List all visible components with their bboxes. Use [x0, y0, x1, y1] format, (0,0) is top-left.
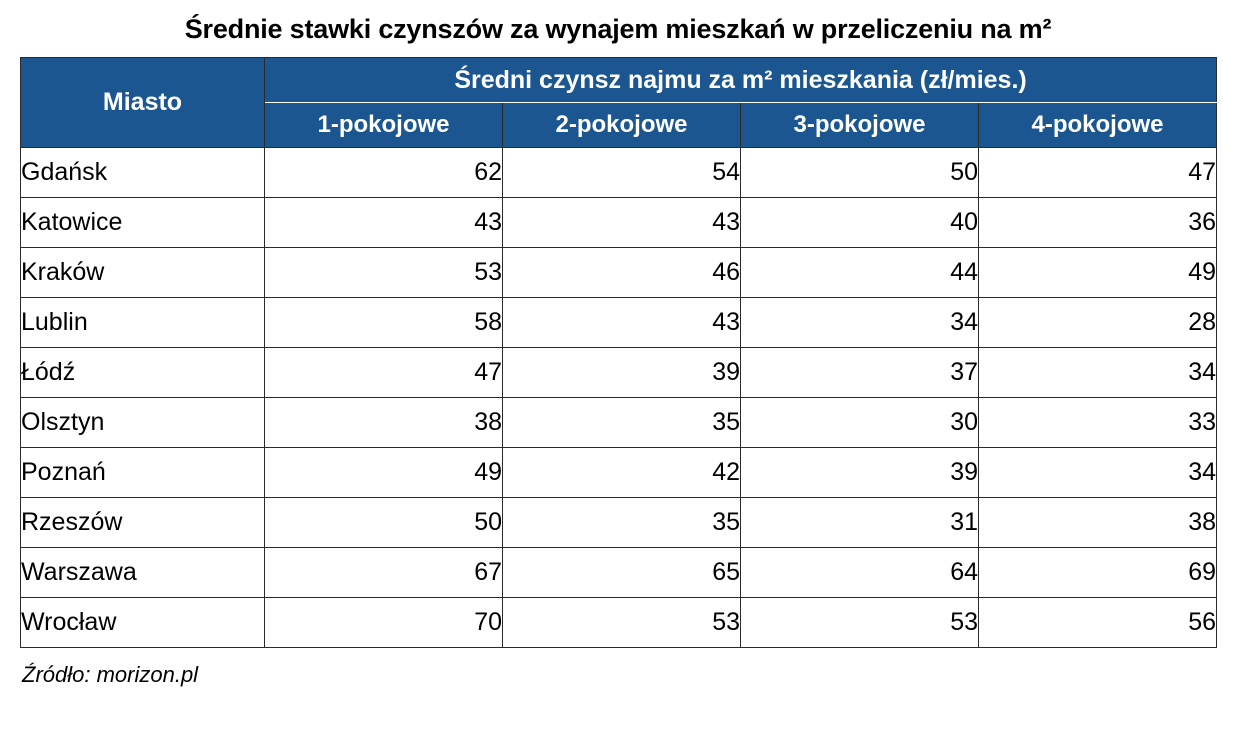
- cell-city: Wrocław: [21, 598, 265, 648]
- cell-3-rooms: 34: [741, 298, 979, 348]
- cell-city: Poznań: [21, 448, 265, 498]
- cell-4-rooms: 38: [979, 498, 1217, 548]
- source-note: Źródło: morizon.pl: [22, 662, 199, 687]
- cell-1-room: 62: [265, 148, 503, 198]
- cell-city: Katowice: [21, 198, 265, 248]
- column-header-2-rooms: 2-pokojowe: [503, 103, 741, 148]
- table-row: [21, 498, 1217, 548]
- cell-city: Kraków: [21, 248, 265, 298]
- column-header-city: Miasto: [21, 58, 265, 148]
- cell-4-rooms: 49: [979, 248, 1217, 298]
- table-row: [21, 598, 1217, 648]
- cell-3-rooms: 39: [741, 448, 979, 498]
- cell-1-room: 38: [265, 398, 503, 448]
- cell-1-room: 67: [265, 548, 503, 598]
- cell-city: Łódź: [21, 348, 265, 398]
- cell-4-rooms: 34: [979, 348, 1217, 398]
- table-row: [21, 198, 1217, 248]
- cell-4-rooms: 34: [979, 448, 1217, 498]
- cell-1-room: 43: [265, 198, 503, 248]
- cell-2-rooms: 43: [503, 298, 741, 348]
- cell-2-rooms: 42: [503, 448, 741, 498]
- table-row: [21, 548, 1217, 598]
- cell-1-room: 58: [265, 298, 503, 348]
- column-header-1-room: 1-pokojowe: [265, 103, 503, 148]
- cell-city: Rzeszów: [21, 498, 265, 548]
- cell-city: Lublin: [21, 298, 265, 348]
- table-header: [21, 58, 1217, 148]
- cell-3-rooms: 31: [741, 498, 979, 548]
- cell-1-room: 47: [265, 348, 503, 398]
- cell-3-rooms: 37: [741, 348, 979, 398]
- table-row: [21, 448, 1217, 498]
- cell-4-rooms: 28: [979, 298, 1217, 348]
- cell-3-rooms: 53: [741, 598, 979, 648]
- cell-2-rooms: 65: [503, 548, 741, 598]
- column-header-4-rooms: 4-pokojowe: [979, 103, 1217, 148]
- rent-table: [20, 57, 1217, 648]
- page-title: Średnie stawki czynszów za wynajem mieszkań w przeliczeniu na m²: [184, 14, 1052, 44]
- cell-3-rooms: 30: [741, 398, 979, 448]
- cell-1-room: 49: [265, 448, 503, 498]
- cell-4-rooms: 47: [979, 148, 1217, 198]
- cell-3-rooms: 50: [741, 148, 979, 198]
- column-header-group: Średni czynsz najmu za m² mieszkania (zł/mies.): [265, 58, 1217, 103]
- cell-city: Olsztyn: [21, 398, 265, 448]
- cell-2-rooms: 35: [503, 398, 741, 448]
- cell-1-room: 70: [265, 598, 503, 648]
- cell-1-room: 53: [265, 248, 503, 298]
- cell-4-rooms: 69: [979, 548, 1217, 598]
- cell-city: Gdańsk: [21, 148, 265, 198]
- cell-2-rooms: 54: [503, 148, 741, 198]
- table-header-row-group: [21, 58, 1217, 103]
- cell-4-rooms: 56: [979, 598, 1217, 648]
- cell-1-room: 50: [265, 498, 503, 548]
- cell-2-rooms: 43: [503, 198, 741, 248]
- cell-2-rooms: 39: [503, 348, 741, 398]
- table-row: [21, 298, 1217, 348]
- table-body: [21, 148, 1217, 648]
- cell-3-rooms: 40: [741, 198, 979, 248]
- cell-city: Warszawa: [21, 548, 265, 598]
- cell-2-rooms: 35: [503, 498, 741, 548]
- column-header-3-rooms: 3-pokojowe: [741, 103, 979, 148]
- table-row: [21, 398, 1217, 448]
- table-container: [20, 57, 1216, 648]
- table-row: [21, 248, 1217, 298]
- cell-3-rooms: 64: [741, 548, 979, 598]
- cell-2-rooms: 46: [503, 248, 741, 298]
- cell-4-rooms: 33: [979, 398, 1217, 448]
- cell-3-rooms: 44: [741, 248, 979, 298]
- table-row: [21, 148, 1217, 198]
- table-row: [21, 348, 1217, 398]
- cell-2-rooms: 53: [503, 598, 741, 648]
- cell-4-rooms: 36: [979, 198, 1217, 248]
